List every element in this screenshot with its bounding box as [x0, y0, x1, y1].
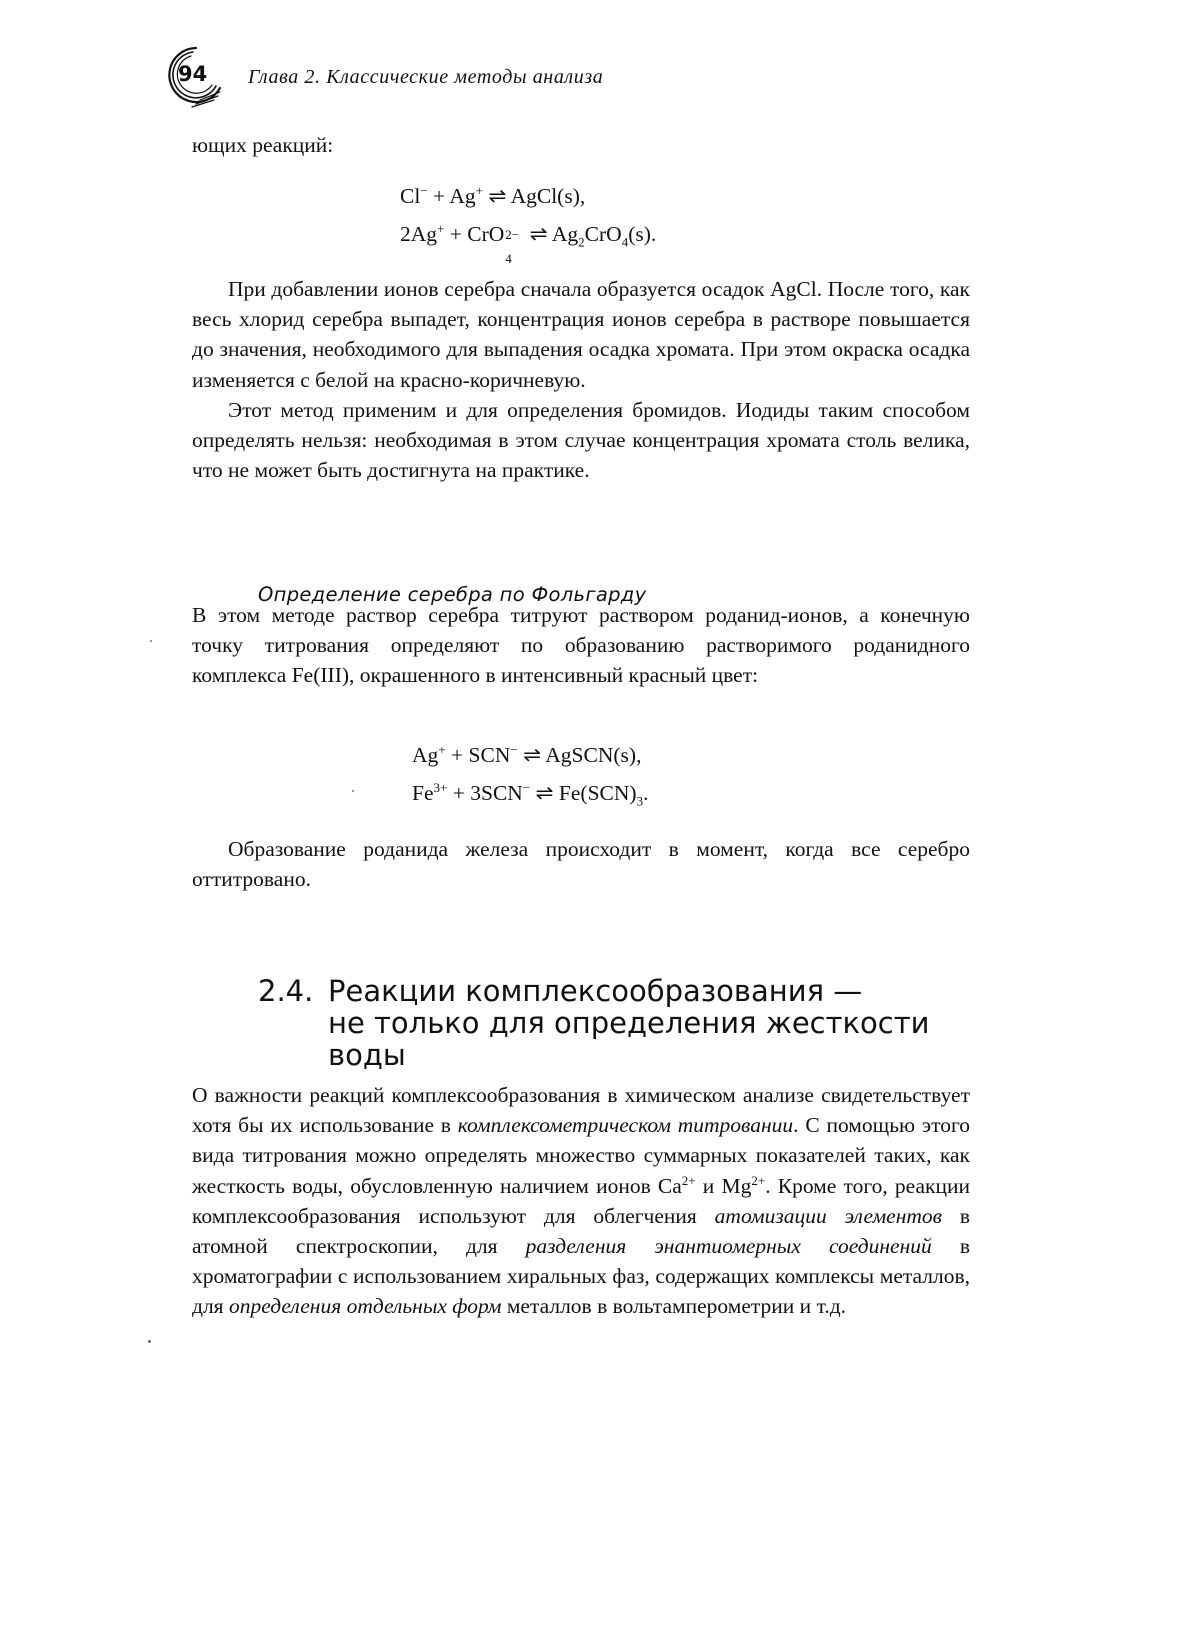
scan-speck [352, 790, 354, 792]
running-header [156, 40, 856, 110]
equation-agscn: Ag+ + SCN− ⇌ AgSCN(s), [412, 741, 642, 767]
section-paragraph: О важности реакций комплексообразования в химическом анализе свидетельствует хотя бы их использование в комплексометрическом титровании. С помощью этого вида титрования можно определять множество суммарных показателей таких, как жесткость воды, обусловленную наличием ионов $Ca^{2+}$ и $Mg^{2+}$. Кроме того, реакции комплексообразования используют для облегчения атомизации элементов в атомной спектроскопии, для разделения энантиомерных соединений в хроматографии с использованием хиральных фаз, содержащих комплексы металлов, для определения отдельных форм металлов в вольтамперометрии и т.д. [192, 1083, 971, 1319]
paragraph-volhard-block [192, 600, 970, 691]
section-title-line-3: воды [328, 1038, 406, 1072]
section-number: 2.4. [258, 974, 314, 1008]
paragraph-iron-thiocyanate-block [192, 834, 970, 894]
page-number: 94 [178, 62, 208, 86]
equation-agcl: Cl− + Ag+ ⇌ AgCl(s), [400, 182, 586, 208]
section-paragraph-block [192, 1080, 970, 1322]
term-speciation: определения отдельных форм [228, 1294, 502, 1319]
scan-speck [150, 640, 152, 642]
running-title: Глава 2. Классические методы анализа [248, 66, 604, 88]
intro-fragment: ющих реакций: [192, 133, 334, 157]
term-enantiomer-separation: разделения энантиомерных соединений [525, 1234, 932, 1259]
paragraph-agcl-precipitate: При добавлении ионов серебра сначала образуется осадок AgCl. После того, как весь хлорид серебра выпадет, концентрация ионов серебра в растворе повышается до значения, необходимого для выпадения осадка хромата. При этом окраска осадка изменяется с белой на красно-коричневую. [192, 277, 970, 392]
scan-speck [148, 1340, 151, 1343]
section-title-line-1: Реакции комплексообразования — [328, 974, 863, 1008]
section-title-line-2: не только для определения жесткости [328, 1006, 930, 1040]
paragraph-bromides: Этот метод применим и для определения бромидов. Иодиды таким способом определять нельзя: необходимая в этом случае концентрация хромата столь велика, что не может быть достигнута на практике. [192, 397, 970, 483]
term-complexometric-titration: комплексометрическом титровании [457, 1113, 794, 1138]
equation-ag2cro4: 2Ag+ + CrO 2− 4 ⇌ $Ag_2CrO_4(s)$. [400, 220, 657, 266]
text-fragment [192, 130, 970, 160]
subsection-title: Определение серебра по Фольгарду [258, 583, 647, 606]
term-atomization: атомизации элементов [714, 1203, 942, 1228]
paragraph-volhard: В этом методе раствор серебра титруют раствором роданид-ионов, а конечную точку титрования определяют по образованию растворимого роданидного комплекса Fe(III), окрашенного в интенсивный красный цвет: [192, 603, 970, 688]
paragraph-group-mohr [192, 274, 970, 485]
equation-fe-scn: $Fe^{3+} + 3SCN^-$ ⇌ $Fe(SCN)_3$. [412, 779, 649, 809]
paragraph-iron-thiocyanate: Образование роданида железа происходит в момент, когда все серебро оттитровано. [192, 837, 970, 892]
